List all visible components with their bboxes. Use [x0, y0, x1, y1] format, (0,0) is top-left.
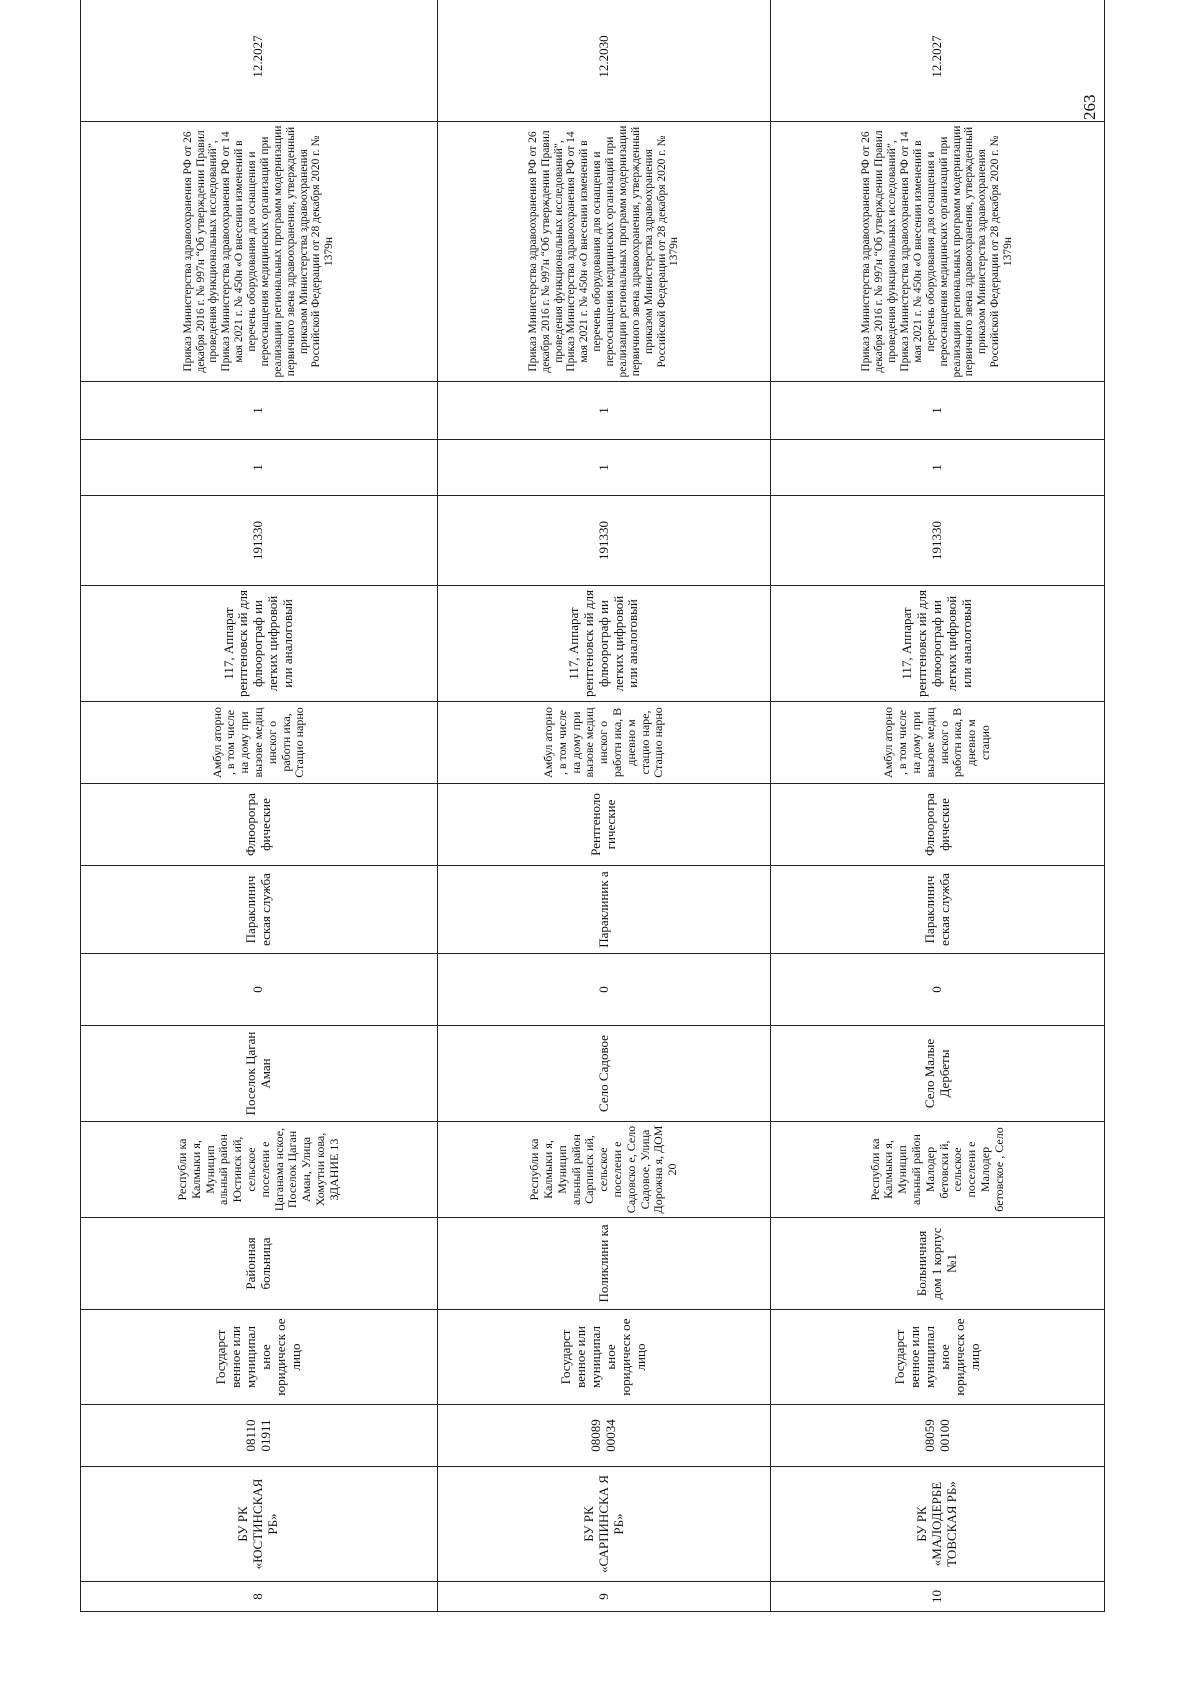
service: Параклиник а	[437, 866, 771, 954]
deadline-date: 12.2030	[437, 0, 771, 122]
department: Рентгеноло гические	[437, 784, 771, 866]
equipment: 117, Аппарат рентгеновск ий для флюорограф ии легких цифровой или аналоговый	[437, 586, 771, 702]
org-name: БУ РК «ЮСТИНСКАЯ РБ»	[81, 1467, 438, 1582]
table-row	[437, 0, 771, 1612]
org-code: 08110 01911	[81, 1405, 438, 1467]
quantity-1: 1	[437, 440, 771, 496]
org-type: Государст венное или муниципал ьное юридическ ое лицо	[81, 1310, 438, 1405]
service: Параклинич еская служба	[771, 866, 1105, 954]
row-number: 9	[437, 1582, 771, 1612]
quantity-2: 1	[771, 382, 1105, 440]
equipment: 117, Аппарат рентгеновск ий для флюорограф ии легких цифровой или аналоговый	[81, 586, 438, 702]
locality: Село Садовое	[437, 1026, 771, 1122]
address: Республи ка Калмыки я, Муницип альный район Юстинск ий, сельское поселени е Цаганама нское, Поселок Цаган Аман, Улица Хомутни кова, ЗДАНИЕ 13	[81, 1122, 438, 1218]
quantity-2: 1	[437, 382, 771, 440]
service: Параклинич еская служба	[81, 866, 438, 954]
conditions: Амбул аторно , в том числе на дому при вызове медиц инског о работн ика, В дневно м стацио наре, Стацио нарно	[437, 702, 771, 784]
rotated-table-container	[80, 35, 1105, 1612]
table-row	[81, 0, 438, 1612]
facility: Районная больница	[81, 1218, 438, 1310]
org-code: 08089 00034	[437, 1405, 771, 1467]
table-row	[771, 0, 1105, 1612]
row-number: 8	[81, 1582, 438, 1612]
okpd-code: 191330	[437, 496, 771, 586]
facility: Поликлини ка	[437, 1218, 771, 1310]
zero-value: 0	[771, 954, 1105, 1026]
locality: Поселок Цаган Аман	[81, 1026, 438, 1122]
legal-document: Приказ Министерства здравоохранения РФ от 26 декабря 2016 г. № 997н “Об утверждении Правил проведения функциональных исследований”, Приказ Министерства здравоохранения РФ от 14 мая 2021 г. № 450н «О внесении изменений в перечень оборудования для оснащения и переоснащения медицинских организаций при реализации региональных программ модернизации первичного звена здравоохранения, утвержденный приказом Министерства здравоохранения Российской Федерации от 28 декабря 2020 г. № 1379н	[437, 122, 771, 382]
zero-value: 0	[81, 954, 438, 1026]
org-code: 08059 00100	[771, 1405, 1105, 1467]
address: Республи ка Калмыки я, Муницип альный район Малодер бетовски й, сельское поселени е Малодер бетовское , Село	[771, 1122, 1105, 1218]
quantity-1: 1	[771, 440, 1105, 496]
conditions: Амбул аторно , в том числе на дому при вызове медиц инског о работн ика, В дневно м стацио	[771, 702, 1105, 784]
org-name: БУ РК «САРПИНСКА Я РБ»	[437, 1467, 771, 1582]
quantity-1: 1	[81, 440, 438, 496]
address: Республи ка Калмыки я, Муницип альный район Сарпинск ий, сельское поселени е Садовско е, Село Садовое, Улица Дорожна я, ДОМ 20	[437, 1122, 771, 1218]
row-number: 10	[771, 1582, 1105, 1612]
org-type: Государст венное или муниципал ьное юридическ ое лицо	[771, 1310, 1105, 1405]
department: Флюорогра фические	[81, 784, 438, 866]
legal-document: Приказ Министерства здравоохранения РФ от 26 декабря 2016 г. № 997н “Об утверждении Правил проведения функциональных исследований”, Приказ Министерства здравоохранения РФ от 14 мая 2021 г. № 450н «О внесении изменений в перечень оборудования для оснащения и переоснащения медицинских организаций при реализации региональных программ модернизации первичного звена здравоохранения, утвержденный приказом Министерства здравоохранения Российской Федерации от 28 декабря 2020 г. № 1379н	[81, 122, 438, 382]
okpd-code: 191330	[81, 496, 438, 586]
deadline-date: 12.2027	[81, 0, 438, 122]
page-number: 263	[1080, 94, 1099, 120]
legal-document: Приказ Министерства здравоохранения РФ от 26 декабря 2016 г. № 997н “Об утверждении Правил проведения функциональных исследований”, Приказ Министерства здравоохранения РФ от 14 мая 2021 г. № 450н «О внесении изменений в перечень оборудования для оснащения и переоснащения медицинских организаций при реализации региональных программ модернизации первичного звена здравоохранения, утвержденный приказом Министерства здравоохранения Российской Федерации от 28 декабря 2020 г. № 1379н	[771, 122, 1105, 382]
equipment: 117, Аппарат рентгеновск ий для флюорограф ии легких цифровой или аналоговый	[771, 586, 1105, 702]
okpd-code: 191330	[771, 496, 1105, 586]
facility: Больничная дом 1 корпус №1	[771, 1218, 1105, 1310]
department: Флюорогра фические	[771, 784, 1105, 866]
quantity-2: 1	[81, 382, 438, 440]
conditions: Амбул аторно , в том числе на дому при вызове медиц инског о работн ика, Стацио нарно	[81, 702, 438, 784]
locality: Село Малые Дербеты	[771, 1026, 1105, 1122]
deadline-date: 12.2027	[771, 0, 1105, 122]
org-type: Государст венное или муниципал ьное юридическ ое лицо	[437, 1310, 771, 1405]
equipment-table	[80, 0, 1105, 1612]
zero-value: 0	[437, 954, 771, 1026]
org-name: БУ РК «МАЛОДЕРБЕ ТОВСКАЯ РБ»	[771, 1467, 1105, 1582]
